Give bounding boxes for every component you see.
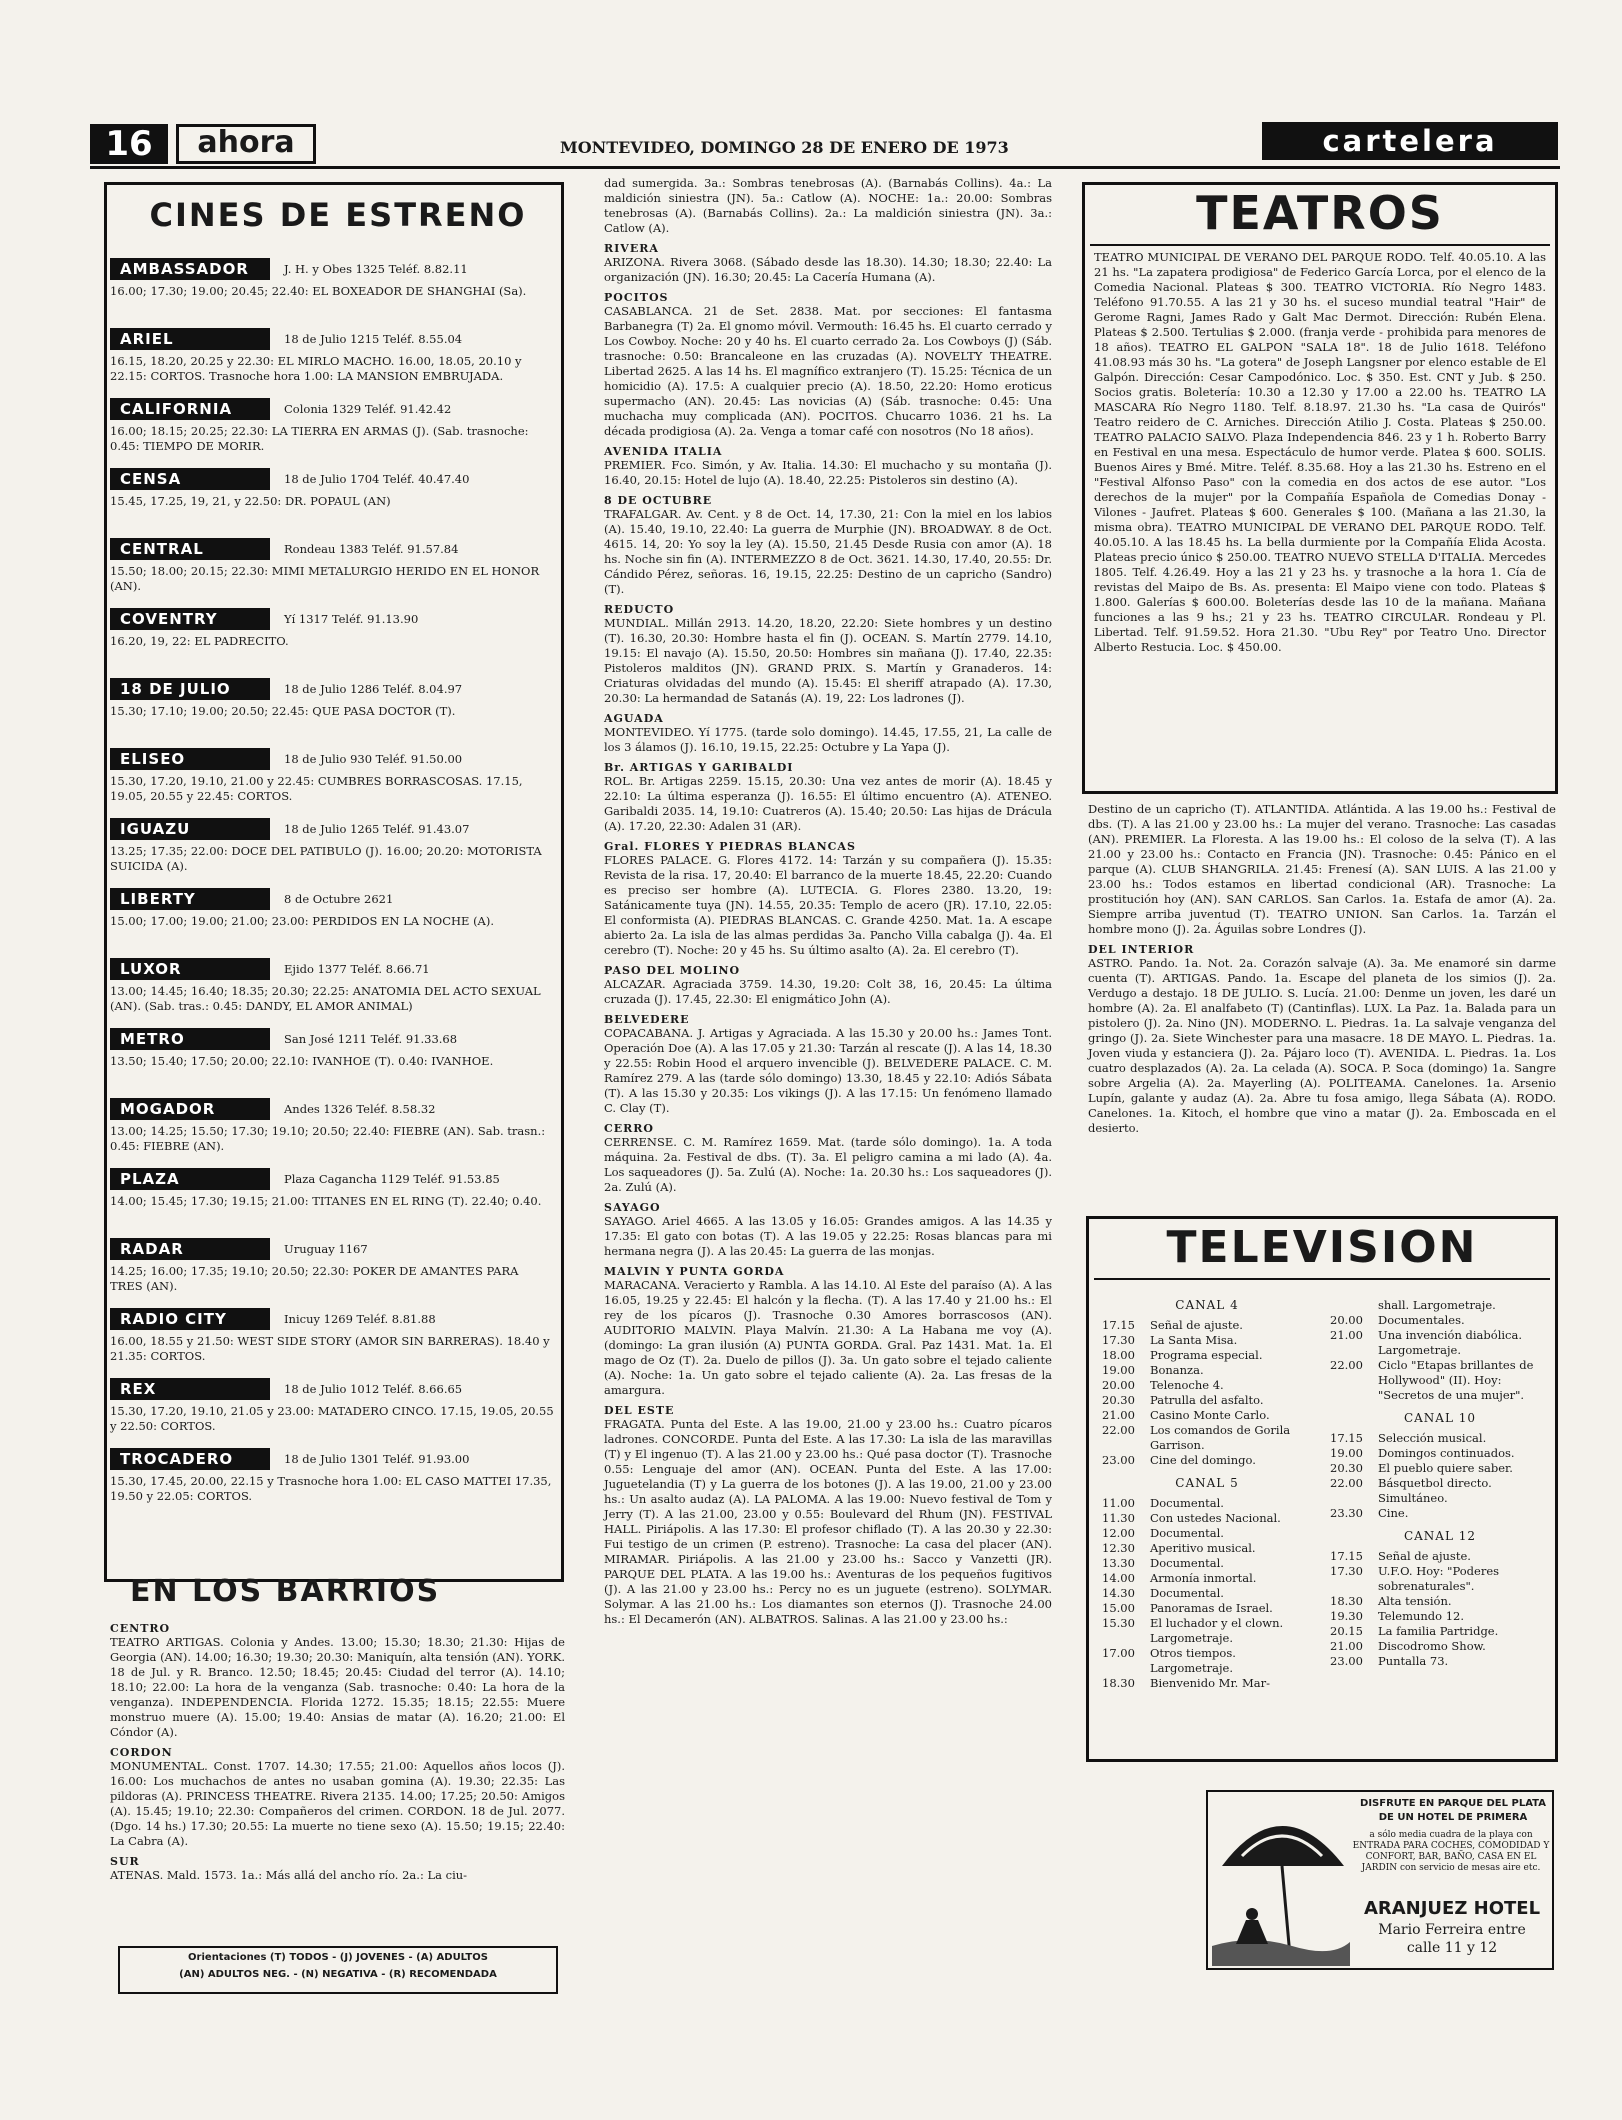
tv-time: 17.30 xyxy=(1330,1564,1363,1578)
tv-program: Telemundo 12. xyxy=(1378,1609,1465,1623)
tv-program-row xyxy=(1102,1646,1312,1676)
tv-time: 12.30 xyxy=(1102,1541,1135,1555)
cine-address: J. H. y Obes 1325 Teléf. 8.82.11 xyxy=(284,262,468,276)
tv-time: 15.00 xyxy=(1102,1601,1135,1615)
tv-program: Básquetbol directo. Simultáneo. xyxy=(1378,1476,1492,1505)
tv-program-row xyxy=(1102,1496,1312,1511)
tv-program-row xyxy=(1102,1318,1312,1333)
tv-time: 22.00 xyxy=(1102,1423,1135,1437)
cine-name: REX xyxy=(110,1378,270,1400)
section-banner: cartelera xyxy=(1262,122,1558,160)
tv-time: 17.15 xyxy=(1330,1431,1363,1445)
tv-time: 21.00 xyxy=(1330,1639,1363,1653)
cine-showtimes: 13.50; 15.40; 17.50; 20.00; 22.10: IVANHOE (T). 0.40: IVANHOE. xyxy=(110,1054,494,1068)
tv-program-row xyxy=(1330,1564,1550,1594)
cine-showtimes: 15.45, 17.25, 19, 21, y 22.50: DR. POPAUL (AN) xyxy=(110,494,391,508)
tv-time: 20.30 xyxy=(1330,1461,1363,1475)
cine-listing xyxy=(110,468,558,509)
cine-listing xyxy=(110,678,558,719)
tv-program-row xyxy=(1102,1616,1312,1646)
cine-name: LIBERTY xyxy=(110,888,270,910)
ad-headline-2: DE UN HOTEL DE PRIMERA xyxy=(1378,1812,1528,1823)
cine-name: ARIEL xyxy=(110,328,270,350)
cine-name: RADAR xyxy=(110,1238,270,1260)
tv-channel-name: CANAL 5 xyxy=(1175,1476,1239,1490)
barrio-section-text: CERRENSE. C. M. Ramírez 1659. Mat. (tarde sólo domingo). 1a. A toda máquina. 2a. Festival de dbs. (T). 3a. El peligro camina a mi lado (A). 4a. Los saqueadores (J). 5a. Zulú (A). Noche: 1a. 20.30 hs.: Los saqueadores (J). 2a. Zulú (A). xyxy=(604,1135,1052,1194)
cine-header xyxy=(110,398,558,420)
barrio-section-text: CASABLANCA. 21 de Set. 2838. Mat. por secciones: El fantasma Barbanegra (T) 2a. El gnomo móvil. Vermouth: 16.45 hs. El cuarto cerrado y Los Cowboy. Noche: 20 y 40 hs. El cuarto cerrado 2a. Los Cowboys (J) (Sáb. trasnoche: 0.50: Brancaleone en las cruzadas (A). NOVELTY THEATRE. Libertad 2625. A las 14 hs. El magnífico extranjero (T). 15.25: Técnica de un homicidio (A). 17.5: A cualquier precio (A). 18.50, 22.20: Homo eroticus supermacho (AN). 20.45: Las novicias (A) (Sáb. trasnoche: 0.45: Una muchacha muy complicada (AN). POCITOS. Chucarro 1036. 21 hs. La década prodigiosa (A). 2a. Venga a tomar café con nosotros (No 18 años). xyxy=(604,304,1052,438)
tv-program: Discodromo Show. xyxy=(1378,1639,1486,1653)
masthead-logo: ahora xyxy=(176,124,316,164)
tv-program-row xyxy=(1330,1594,1550,1609)
cine-showtimes: 15.30, 17.45, 20.00, 22.15 y Trasnoche hora 1.00: EL CASO MATTEI 17.35, 19.50 y 22.05: CORTOS. xyxy=(110,1474,552,1503)
tv-program: Cine. xyxy=(1378,1506,1409,1520)
barrio-section-text: ARIZONA. Rivera 3068. (Sábado desde las 18.30). 14.30; 18.30; 22.40: La organización (JN). 16.30; 20.45: La Cacería Humana (A). xyxy=(604,255,1052,284)
legend-line-2: (AN) ADULTOS NEG. - (N) NEGATIVA - (R) RECOMENDADA xyxy=(179,1969,497,1980)
cine-showtimes: 15.00; 17.00; 19.00; 21.00; 23.00: PERDIDOS EN LA NOCHE (A). xyxy=(110,914,495,928)
cine-showtimes: 15.30; 17.10; 19.00; 20.50; 22.45: QUE PASA DOCTOR (T). xyxy=(110,704,456,718)
cine-listing xyxy=(110,1168,558,1209)
barrio-section-text: ROL. Br. Artigas 2259. 15.15, 20.30: Una vez antes de morir (A). 18.45 y 22.10: La última esperanza (J). 16.55: El último encuentro (A). ATENEO. Garibaldi 2035. 14, 19.10: Cuatreros (A). 15.40; 20.50: Las hijas de Drácula (A). 17.20, 22.30: Adalen 31 (AR). xyxy=(604,774,1052,833)
cine-address: Ejido 1377 Teléf. 8.66.71 xyxy=(284,962,430,976)
tv-program: Documental. xyxy=(1150,1556,1224,1570)
cine-listing xyxy=(110,1378,558,1434)
tv-program: Alta tensión. xyxy=(1378,1594,1452,1608)
tv-program-row xyxy=(1102,1556,1312,1571)
tv-program-row xyxy=(1330,1431,1550,1446)
teatros-rule xyxy=(1090,244,1550,246)
barrio-section-head: Br. ARTIGAS Y GARIBALDI xyxy=(604,761,794,774)
cine-listing xyxy=(110,1308,558,1364)
tv-program-row xyxy=(1330,1549,1550,1564)
tv-program-row xyxy=(1102,1408,1312,1423)
cine-header xyxy=(110,258,558,280)
barrio-section-text: MONTEVIDEO. Yí 1775. (tarde solo domingo). 14.45, 17.55, 21, La calle de los 3 álamos (J). 16.10, 19.15, 22.25: Octubre y La Yapa (J). xyxy=(604,725,1052,754)
tv-channel-name: CANAL 4 xyxy=(1175,1298,1239,1312)
cine-name: RADIO CITY xyxy=(110,1308,270,1330)
tv-time: 18.00 xyxy=(1102,1348,1135,1362)
tv-time: 20.15 xyxy=(1330,1624,1363,1638)
cine-listing xyxy=(110,538,558,594)
tv-program: Programa especial. xyxy=(1150,1348,1263,1362)
barrio-section-text: MARACANA. Veracierto y Rambla. A las 14.10. Al Este del paraíso (A). A las 16.05, 19.25 y 22.45: El halcón y la flecha. (T). A las 17.40 y 21.00 hs.: El rey de los pícaros (J). Trasnoche 0.30 Amores borrascosos (AN). AUDITORIO MALVIN. Playa Malvín. 21.30: A La Habana me voy (A). (domingo: La gran ilusión (A) PUNTA GORDA. Gral. Paz 1431. Mat. 1a. El mago de Oz (T). 2a. Duelo de pillos (J). 3a. Un gato sobre el tejado caliente (A). Noche: 1a. Un gato sobre el tejado caliente (A). 2a. Las fresas de la amargura. xyxy=(604,1278,1052,1397)
barrios-cordon-head: CORDON xyxy=(110,1746,173,1759)
tv-program: Armonía inmortal. xyxy=(1150,1571,1257,1585)
tv-time: 17.00 xyxy=(1102,1646,1135,1660)
cine-header xyxy=(110,538,558,560)
cines-title: CINES DE ESTRENO xyxy=(149,196,527,234)
tv-channel-name: CANAL 12 xyxy=(1403,1529,1477,1543)
tv-rule xyxy=(1094,1278,1550,1280)
tv-time: 21.00 xyxy=(1330,1328,1363,1342)
tv-title: TELEVISION xyxy=(1166,1222,1478,1273)
tv-program-row xyxy=(1330,1328,1550,1358)
cine-header xyxy=(110,888,558,910)
ad-address-2: calle 11 y 12 xyxy=(1406,1940,1498,1956)
tv-program-row xyxy=(1102,1363,1312,1378)
tv-time: 11.30 xyxy=(1102,1511,1135,1525)
cine-name: IGUAZU xyxy=(110,818,270,840)
cine-listing xyxy=(110,958,558,1014)
tv-program-row xyxy=(1330,1313,1550,1328)
cine-showtimes: 14.00; 15.45; 17.30; 19.15; 21.00: TITANES EN EL RING (T). 22.40; 0.40. xyxy=(110,1194,542,1208)
right-continued-text: Destino de un capricho (T). ATLANTIDA. Atlántida. A las 19.00 hs.: Festival de dbs. (T). A las 21.00 y 23.00 hs.: La mujer del verano. Trasnoche: Las casadas (AN). PREMIER. La Floresta. A las 19.00 hs.: El coloso de la selva (T). A las 21.00 y 23.00 hs.: Contacto en Francia (JN). Trasnoche: 0.45: Pánico en el parque (A). CLUB SHANGRILA. 21.45: Frenesí (A). SAN LUIS. A las 21.00 y 23.00 hs.: Todos estamos en libertad condicional (AR). Trasnoche: La prostitución hoy (AN). SAN CARLOS. San Carlos. 1a. Estafa de amor (A). 2a. Siempre arriba juventud (T). TEATRO UNION. San Carlos. 1a. Tarzán el hombre mono (J). 2a. Águilas sobre Londres (J). xyxy=(1088,802,1556,936)
barrios-centro-head: CENTRO xyxy=(110,1622,171,1635)
tv-time: 14.00 xyxy=(1102,1571,1135,1585)
cine-header xyxy=(110,1238,558,1260)
ad-headline-1: DISFRUTE EN PARQUE DEL PLATA xyxy=(1360,1798,1546,1809)
interior-head: DEL INTERIOR xyxy=(1088,943,1195,956)
tv-time: 23.00 xyxy=(1102,1453,1135,1467)
tv-program: U.F.O. Hoy: "Poderes sobrenaturales". xyxy=(1378,1564,1500,1593)
cine-address: 18 de Julio 1012 Teléf. 8.66.65 xyxy=(284,1382,463,1396)
tv-time: 13.30 xyxy=(1102,1556,1135,1570)
tv-program: Documentales. xyxy=(1378,1313,1465,1327)
tv-program-row xyxy=(1102,1676,1312,1691)
tv-time: 17.15 xyxy=(1102,1318,1135,1332)
barrios-centro-text: TEATRO ARTIGAS. Colonia y Andes. 13.00; 15.30; 18.30; 21.30: Hijas de Georgia (AN). 14.00; 16.30; 19.30; 20.30: Maniquín, alta tensión (AN). YORK. 18 de Jul. y R. Branco. 12.50; 18.45; 20.45: Ciudad del terror (A). 14.10; 18.10; 22.00: La hora de la venganza (Sab. trasnoche: 0.40: La hora de la venganza). INDEPENDENCIA. Florida 1272. 15.35; 18.15; 22.55: Muere monstruo muere (A). 15.00; 19.40: Ansias de matar (A). 16.20; 21.00: El Cóndor (A). xyxy=(110,1635,565,1739)
cine-header xyxy=(110,818,558,840)
cine-name: PLAZA xyxy=(110,1168,270,1190)
teatros-title: TEATROS xyxy=(1196,186,1444,240)
barrio-section-text: COPACABANA. J. Artigas y Agraciada. A las 15.30 y 20.00 hs.: James Tont. Operación Doe (A). A las 17.05 y 21.30: Tarzán al rescate (J). A las 14, 18.30 y 22.55: Robin Hood el arquero invencible (J). BELVEDERE PALACE. C. M. Ramírez 279. A las (tarde sólo domingo) 13.30, 18.45 y 22.10: Adiós Sábata (T). A las 15.30 y 20.35: Los vikings (J). A las 17.15: Un fenómeno llamado C. Clay (T). xyxy=(604,1026,1052,1115)
tv-program: Domingos continuados. xyxy=(1378,1446,1515,1460)
cine-header xyxy=(110,1308,558,1330)
cine-address: Uruguay 1167 xyxy=(284,1242,368,1256)
cine-address: San José 1211 Teléf. 91.33.68 xyxy=(284,1032,458,1046)
tv-time: 18.30 xyxy=(1102,1676,1135,1690)
barrio-section-text: PREMIER. Fco. Simón, y Av. Italia. 14.30: El muchacho y su montaña (J). 16.40, 20.15: Hotel de lujo (A). 18.40, 22.25: Pistoleros sin destino (A). xyxy=(604,458,1052,487)
right-continued xyxy=(1088,802,1556,1136)
barrio-section-head: SAYAGO xyxy=(604,1201,661,1214)
tv-program: Puntalla 73. xyxy=(1378,1654,1449,1668)
cine-header xyxy=(110,1168,558,1190)
tv-program-row xyxy=(1330,1461,1550,1476)
tv-program: Documental. xyxy=(1150,1586,1224,1600)
cine-header xyxy=(110,1378,558,1400)
tv-program: El luchador y el clown. Largometraje. xyxy=(1150,1616,1284,1645)
tv-program: Señal de ajuste. xyxy=(1378,1549,1471,1563)
tv-program-row xyxy=(1330,1476,1550,1506)
cine-address: Rondeau 1383 Teléf. 91.57.84 xyxy=(284,542,459,556)
tv-program: Cine del domingo. xyxy=(1150,1453,1256,1467)
middle-column xyxy=(604,176,1052,1627)
cine-listing xyxy=(110,1448,558,1504)
tv-time: 19.30 xyxy=(1330,1609,1363,1623)
tv-program-row xyxy=(1102,1571,1312,1586)
cine-name: LUXOR xyxy=(110,958,270,980)
cine-header xyxy=(110,1448,558,1470)
tv-time: 22.00 xyxy=(1330,1476,1363,1490)
cine-listing xyxy=(110,398,558,454)
tv-program-row xyxy=(1102,1348,1312,1363)
barrio-section-head: PASO DEL MOLINO xyxy=(604,964,741,977)
cine-header xyxy=(110,1028,558,1050)
cine-name: CENTRAL xyxy=(110,538,270,560)
cine-header xyxy=(110,1098,558,1120)
cine-address: 18 de Julio 1301 Teléf. 91.93.00 xyxy=(284,1452,470,1466)
barrio-section-text: SAYAGO. Ariel 4665. A las 13.05 y 16.05: Grandes amigos. A las 14.35 y 17.35: El gato con botas (T). A las 19.05 y 22.25: Rosas blancas para mi hermana negra (J). A las 20.45: La guerra de las monjas. xyxy=(604,1214,1052,1258)
cine-listing xyxy=(110,1028,558,1069)
tv-time: 15.30 xyxy=(1102,1616,1135,1630)
cine-address: 18 de Julio 1286 Teléf. 8.04.97 xyxy=(284,682,463,696)
legend-line-1: Orientaciones (T) TODOS - (J) JOVENES - (A) ADULTOS xyxy=(188,1952,488,1963)
tv-time: 23.30 xyxy=(1330,1506,1363,1520)
cine-showtimes: 16.00; 18.15; 20.25; 22.30: LA TIERRA EN ARMAS (J). (Sab. trasnoche: 0.45: TIEMPO DE MORIR. xyxy=(110,424,529,453)
barrio-section-head: 8 DE OCTUBRE xyxy=(604,494,713,507)
barrio-section-text: TRAFALGAR. Av. Cent. y 8 de Oct. 14, 17.30, 21: Con la miel en los labios (A). 15.40, 19.10, 22.40: La guerra de Murphie (JN). BROADWAY. 8 de Oct. 4615. 14, 20: Yo soy la ley (A). 15.50, 21.45 Desde Rusia con amor (A). 18 hs. Noche sin fin (A). INTERMEZZO 8 de Oct. 3621. 14.30, 17.40, 20.55: Dr. Cándido Pérez, señoras. 16, 19.15, 22.25: Destino de un capricho (Sandro) (T). xyxy=(604,507,1052,596)
tv-program-row xyxy=(1102,1586,1312,1601)
tv-program: Documental. xyxy=(1150,1496,1224,1510)
dateline: MONTEVIDEO, DOMINGO 28 DE ENERO DE 1973 xyxy=(560,138,1009,157)
tv-program: Selección musical. xyxy=(1378,1431,1487,1445)
cine-header xyxy=(110,328,558,350)
cine-address: 18 de Julio 930 Teléf. 91.50.00 xyxy=(284,752,463,766)
tv-program-row xyxy=(1330,1506,1550,1521)
cine-listing xyxy=(110,608,558,649)
tv-time: 23.00 xyxy=(1330,1654,1363,1668)
tv-program-row xyxy=(1102,1541,1312,1556)
tv-time xyxy=(1330,1298,1378,1313)
tv-program-row xyxy=(1102,1526,1312,1541)
tv-program: Panoramas de Israel. xyxy=(1150,1601,1273,1615)
tv-program: Una invención diabólica. Largometraje. xyxy=(1378,1328,1522,1357)
teatros-text: TEATRO MUNICIPAL DE VERANO DEL PARQUE RODO. Telf. 40.05.10. A las 21 hs. "La zapatera prodigiosa" de Federico García Lorca, por el elenco de la Comedia Nacional. Plateas $ 300. TEATRO VICTORIA. Río Negro 1483. Teléfono 91.70.55. A las 21 y 30 hs. el suceso mundial teatral "Hair" de Gerome Ragni, James Rado y Galt Mac Dermot. Dirección: Rubén Elena. Plateas $ 2.500. Tertulias $ 2.000. (franja verde - prohibida para menores de 18 años). TEATRO EL GALPON "SALA 18". 18 de Julio 1618. Teléfono 41.08.93 más 30 hs. "La gotera" de Joseph Langsner por elenco estable de El Galpón. Dirección: Cesar Campodónico. Loc. $ 350. Est. CNT y Jub. $ 250. Socios gratis. Boletería: 10.30 a 12.30 y 17.00 a 22.00 hs. TEATRO LA MASCARA Río Negro 1180. Telf. 8.18.97. 21.30 hs. "La casa de Quirós" Teatro reidero de C. Arniches. Dirección Atilio J. Costa. Plateas $ 250.00. TEATRO PALACIO SALVO. Plaza Independencia 846. 23 y 1 h. Roberto Barry en Festival en una mesa. Espectáculo de humor verde. Platea $ 600. SOLIS. Buenos Aires y Bmé. Mitre. Teléf. 8.35.68. Hoy a las 21.30 hs. Estreno en el "Festival Alfonso Paso" con la comedia en dos actos de ese autor. "Los derechos de la mujer" por la Compañía Española de Comedias Donay - Vilones - Jaufret. Plateas $ 600. Generales $ 100. (Mañana a las 21.30, la misma obra). TEATRO MUNICIPAL DE VERANO DEL PARQUE RODO. Telf. 40.05.10. A las 18.45 hs. La bella durmiente por la Compañía Elida Acosta. Plateas precio único $ 250.00. TEATRO NUEVO STELLA D'ITALIA. Mercedes 1805. Telf. 4.26.49. Hoy a las 21 y 23 hs. y trasnoche a la hora 1. Cía de revistas del Maipo de Bs. As. presenta: El Maipo viene con todo. Plateas $ 1.800. Galerías $ 600.00. Boleterías desde las 10 de la mañana. Mañana funciones a las 9 hs.; 21 y 23 hs. TEATRO CIRCULAR. Rondeau y Pl. Libertad. Telf. 91.59.52. Hora 21.30. "Ubu Rey" por Teatro Uno. Director Alberto Restucia. Loc. $ 450.00. xyxy=(1094,250,1546,654)
barrio-section-text: FRAGATA. Punta del Este. A las 19.00, 21.00 y 23.00 hs.: Cuatro pícaros ladrones. CONCORDE. Punta del Este. A las 17.30: La isla de las maravillas (T) y El ingenuo (T). A las 21.00 y 23.00 hs.: Qué pasa doctor (T). Trasnoche 0.55: Lenguaje del amor (AN). OCEAN. Punta del Este. A las 17.00: Juguetelandia (T) y La guerra de los botones (J). A las 19.00, 21.00 y 23.00 hs.: Un asalto audaz (A). LA PALOMA. A las 19.00: Nuevo festival de Tom y Jerry (T). A las 21.00, 23.00 y 0.55: Boulevard del Rhum (JN). FESTIVAL HALL. Piriápolis. A las 17.30: El profesor chiflado (T). A las 20.30 y 22.30: Fui testigo de un crimen (P. estreno). Trasnoche: La casa del placer (AN). MIRAMAR. Piriápolis. A las 21.00 y 23.00 hs.: Sacco y Vanzetti (JR). PARQUE DEL PLATA. A las 19.00 hs.: Aventuras de los pequeños fugitivos (J). A las 21.00 y 23.00 hs.: Percy no es un juguete (estreno). SOLYMAR. Solymar. A las 21.00 hs.: Los diamantes son eternos (J). Trasnoche 24.00 hs.: El Decamerón (AN). ALBATROS. Salinas. A las 21.00 y 23.00 hs.: xyxy=(604,1417,1052,1626)
barrio-section-text: FLORES PALACE. G. Flores 4172. 14: Tarzán y su compañera (J). 15.35: Revista de la risa. 17, 20.40: El barranco de la muerte 18.45, 22.20: Cuando es preciso ser hombre (A). LUTECIA. G. Flores 2380. 13.20, 19: Satánicamente tuya (JN). 14.55, 20.35: Templo de acero (JR). 17.10, 22.05: El conformista (A). PIEDRAS BLANCAS. C. Grande 4250. Mat. 1a. A escape abierto 2a. La isla de las almas perdidas 3a. Pancho Villa cabalga (J). 4a. El cerebro (T). Noche: 20 y 45 hs. Su último asalto (A). 2a. El cerebro (T). xyxy=(604,853,1052,957)
cine-address: 18 de Julio 1265 Teléf. 91.43.07 xyxy=(284,822,470,836)
cine-name: CALIFORNIA xyxy=(110,398,270,420)
tv-program-row xyxy=(1102,1601,1312,1616)
tv-program-row xyxy=(1102,1453,1312,1468)
tv-program: Patrulla del asfalto. xyxy=(1150,1393,1264,1407)
tv-time: 17.30 xyxy=(1102,1333,1135,1347)
tv-column-2 xyxy=(1330,1298,1550,1669)
tv-time: 17.15 xyxy=(1330,1549,1363,1563)
cine-address: Colonia 1329 Teléf. 91.42.42 xyxy=(284,402,452,416)
cine-address: 18 de Julio 1704 Teléf. 40.47.40 xyxy=(284,472,470,486)
tv-time: 19.00 xyxy=(1102,1363,1135,1377)
tv-program-row xyxy=(1102,1423,1312,1453)
tv-program-row xyxy=(1330,1609,1550,1624)
tv-program-row xyxy=(1330,1624,1550,1639)
cine-name: CENSA xyxy=(110,468,270,490)
cine-showtimes: 16.00; 17.30; 19.00; 20.45; 22.40: EL BOXEADOR DE SHANGHAI (Sa). xyxy=(110,284,527,298)
cine-showtimes: 16.00, 18.55 y 21.50: WEST SIDE STORY (AMOR SIN BARRERAS). 18.40 y 21.35: CORTOS. xyxy=(110,1334,550,1363)
cine-name: AMBASSADOR xyxy=(110,258,270,280)
tv-program: Telenoche 4. xyxy=(1150,1378,1224,1392)
ad-body: a sólo media cuadra de la playa con ENTRADA PARA COCHES, COMODIDAD Y CONFORT, BAR, BAÑO, CASA EN EL JARDIN con servicio de mesas aire etc. xyxy=(1352,1830,1550,1873)
tv-time: 18.30 xyxy=(1330,1594,1363,1608)
tv-program: Documental. xyxy=(1150,1526,1224,1540)
tv-program: Bonanza. xyxy=(1150,1363,1204,1377)
tv-program-row xyxy=(1330,1298,1550,1313)
tv-channel-name: CANAL 10 xyxy=(1403,1411,1477,1425)
tv-time: 20.00 xyxy=(1102,1378,1135,1392)
cine-showtimes: 16.15, 18.20, 20.25 y 22.30: EL MIRLO MACHO. 16.00, 18.05, 20.10 y 22.15: CORTOS. Trasnoche hora 1.00: LA MANSION EMBRUJADA. xyxy=(110,354,522,383)
tv-time: 21.00 xyxy=(1102,1408,1135,1422)
cine-address: Inicuy 1269 Teléf. 8.81.88 xyxy=(284,1312,436,1326)
cine-showtimes: 13.25; 17.35; 22.00: DOCE DEL PATIBULO (J). 16.00; 20.20: MOTORISTA SUICIDA (A). xyxy=(110,844,542,873)
barrio-section-head: Gral. FLORES Y PIEDRAS BLANCAS xyxy=(604,840,856,853)
barrio-section-head: BELVEDERE xyxy=(604,1013,690,1026)
cine-name: 18 DE JULIO xyxy=(110,678,270,700)
cine-listing xyxy=(110,328,558,384)
cine-showtimes: 14.25; 16.00; 17.35; 19.10; 20.50; 22.30: POKER DE AMANTES PARA TRES (AN). xyxy=(110,1264,519,1293)
cine-listing xyxy=(110,258,558,299)
cine-header xyxy=(110,678,558,700)
tv-program: Aperitivo musical. xyxy=(1150,1541,1256,1555)
cine-header xyxy=(110,748,558,770)
cine-address: Plaza Cagancha 1129 Teléf. 91.53.85 xyxy=(284,1172,500,1186)
cine-header xyxy=(110,958,558,980)
tv-program: Otros tiempos. Largometraje. xyxy=(1150,1646,1236,1675)
barrio-section-head: CERRO xyxy=(604,1122,655,1135)
page-number: 16 xyxy=(90,124,168,164)
cine-address: 8 de Octubre 2621 xyxy=(284,892,394,906)
barrio-section-text: MUNDIAL. Millán 2913. 14.20, 18.20, 22.20: Siete hombres y un destino (T). 16.30, 20.30: Hombre hasta el fin (J). OCEAN. S. Martín 2779. 14.10, 19.15: El navajo (A). 15.50, 20.50: Hombres sin mañana (J). 17.40, 22.35: Pistoleros malditos (JN). GRAND PRIX. S. Martín y Granaderos. 14: Criaturas olvidadas del mundo (A). 15.45: El sheriff atrapado (A). 17.30, 20.30: La hermandad de Satanás (A). 19, 22: Los ladrones (J). xyxy=(604,616,1052,705)
tv-program-row xyxy=(1330,1639,1550,1654)
cine-address: Yí 1317 Teléf. 91.13.90 xyxy=(284,612,419,626)
barrios-cordon-text: MONUMENTAL. Const. 1707. 14.30; 17.55; 21.00: Aquellos años locos (J). 16.00: Los muchachos de antes no usaban gomina (A). 19.30; 22.35: Las pildoras (A). PRINCESS THEATRE. Rivera 2135. 14.00; 17.25; 20.50: Amigos (A). 15.45; 19.10; 22.30: Compañeros del crimen. CORDON. 18 de Jul. 2077. (Dgo. 14 hs.) 17.30; 20.55: La muerte no tiene sexo (A). 15.50; 19.15; 22.40: La Cabra (A). xyxy=(110,1759,565,1848)
tv-program: La Santa Misa. xyxy=(1150,1333,1238,1347)
cine-name: COVENTRY xyxy=(110,608,270,630)
tv-program-row xyxy=(1102,1393,1312,1408)
tv-program-row xyxy=(1102,1378,1312,1393)
cine-name: METRO xyxy=(110,1028,270,1050)
tv-program: shall. Largometraje. xyxy=(1378,1298,1496,1312)
barrio-section-head: REDUCTO xyxy=(604,603,675,616)
cine-listing xyxy=(110,1098,558,1154)
barrio-section-head: RIVERA xyxy=(604,242,659,255)
barrios-title: EN LOS BARRIOS xyxy=(130,1574,441,1609)
beach-umbrella-illustration xyxy=(1212,1796,1350,1966)
barrio-section-head: POCITOS xyxy=(604,291,669,304)
middle-sections xyxy=(604,242,1052,1627)
barrio-section-head: MALVIN Y PUNTA GORDA xyxy=(604,1265,785,1278)
barrio-section-head: AGUADA xyxy=(604,712,664,725)
cine-name: MOGADOR xyxy=(110,1098,270,1120)
cine-showtimes: 15.30, 17.20, 19.10, 21.00 y 22.45: CUMBRES BORRASCOSAS. 17.15, 19.05, 20.55 y 22.45: CORTOS. xyxy=(110,774,523,803)
cine-showtimes: 13.00; 14.25; 15.50; 17.30; 19.10; 20.50; 22.40: FIEBRE (AN). Sab. trasn.: 0.45: FIEBRE (AN). xyxy=(110,1124,546,1153)
tv-program: Los comandos de Gorila Garrison. xyxy=(1150,1423,1291,1452)
cine-showtimes: 15.50; 18.00; 20.15; 22.30: MIMI METALURGIO HERIDO EN EL HONOR (AN). xyxy=(110,564,540,593)
cine-listing xyxy=(110,748,558,804)
tv-program: Con ustedes Nacional. xyxy=(1150,1511,1281,1525)
tv-time: 12.00 xyxy=(1102,1526,1135,1540)
tv-program: La familia Partridge. xyxy=(1378,1624,1499,1638)
cines-box xyxy=(104,182,564,1582)
tv-time: 20.00 xyxy=(1330,1313,1363,1327)
cine-showtimes: 13.00; 14.45; 16.40; 18.35; 20.30; 22.25: ANATOMIA DEL ACTO SEXUAL (AN). (Sab. tras.: 0.45: DANDY, EL AMOR ANIMAL) xyxy=(110,984,541,1013)
barrios-sur-head: SUR xyxy=(110,1855,140,1868)
interior-text: ASTRO. Pando. 1a. Not. 2a. Corazón salvaje (A). 3a. Me enamoré sin darme cuenta (T). ARTIGAS. Pando. 1a. Escape del planeta de los simios (J). 2a. Verdugo a destajo. 18 DE JULIO. S. Lucía. 21.00: Denme un joven, les daré un hombre (A). 2a. El analfabeto (T) (Cantinflas). LUX. La Paz. 1a. Balada para un pistolero (J). 2a. Nino (JN). MODERNO. L. Piedras. 1a. La salvaje venganza del gringo (J). 2a. Siete Winchester para una masacre. 18 DE MAYO. L. Piedras. 1a. Joven viuda y estanciera (J). 2a. Pájaro loco (T). AVENIDA. L. Piedras. 1a. Los cuatro desplazados (A). 2a. La celada (A). SOCA. P. Soca (domingo) 1a. Sangre sobre Argelia (A). 2a. Mayerling (A). POLITEAMA. Canelones. 1a. Arsenio Lupín, galante y audaz (A). 2a. Abre tu fosa amigo, llega Sábata (A). RODO. Canelones. 1a. Kitoch, el hombre que vino a matar (J). 2a. Emboscada en el desierto. xyxy=(1088,956,1556,1135)
tv-program: El pueblo quiere saber. xyxy=(1378,1461,1513,1475)
header-rule xyxy=(90,166,1560,169)
tv-time: 14.30 xyxy=(1102,1586,1135,1600)
cine-listing xyxy=(110,888,558,929)
cine-listing xyxy=(110,818,558,874)
ad-hotel-name: ARANJUEZ HOTEL xyxy=(1363,1898,1541,1919)
tv-time: 20.30 xyxy=(1102,1393,1135,1407)
tv-program-row xyxy=(1330,1654,1550,1669)
barrio-section-text: ALCAZAR. Agraciada 3759. 14.30, 19.20: Colt 38, 16, 20.45: La última cruzada (J). 17.45, 22.30: El enigmático John (A). xyxy=(604,977,1052,1006)
tv-program: Señal de ajuste. xyxy=(1150,1318,1243,1332)
cine-address: Andes 1326 Teléf. 8.58.32 xyxy=(284,1102,436,1116)
barrios-sur-text: ATENAS. Mald. 1573. 1a.: Más allá del ancho río. 2a.: La ciu- xyxy=(110,1868,468,1882)
tv-time: 22.00 xyxy=(1330,1358,1363,1372)
cine-listing xyxy=(110,1238,558,1294)
cine-header xyxy=(110,608,558,630)
tv-time: 19.00 xyxy=(1330,1446,1363,1460)
tv-program: Ciclo "Etapas brillantes de Hollywood" (II). Hoy: "Secretos de una mujer". xyxy=(1378,1358,1534,1402)
cine-address: 18 de Julio 1215 Teléf. 8.55.04 xyxy=(284,332,463,346)
cine-showtimes: 16.20, 19, 22: EL PADRECITO. xyxy=(110,634,289,648)
tv-time: 11.00 xyxy=(1102,1496,1135,1510)
tv-program: Casino Monte Carlo. xyxy=(1150,1408,1270,1422)
barrios-text xyxy=(110,1616,565,1883)
middle-intro: dad sumergida. 3a.: Sombras tenebrosas (A). (Barnabás Collins). 4a.: La maldición siniestra (JN). 5a.: Catlow (A). NOCHE: 1a.: 20.00: Sombras tenebrosas (A). (Barnabás Collins). 2a.: La maldición siniestra (JN). 3a.: Catlow (A). xyxy=(604,176,1052,235)
tv-program: Bienvenido Mr. Mar- xyxy=(1150,1676,1271,1690)
ad-address-1: Mario Ferreira entre xyxy=(1378,1922,1526,1938)
barrio-section-head: DEL ESTE xyxy=(604,1404,675,1417)
cine-header xyxy=(110,468,558,490)
tv-program-row xyxy=(1102,1511,1312,1526)
cine-name: ELISEO xyxy=(110,748,270,770)
cine-name: TROCADERO xyxy=(110,1448,270,1470)
cine-showtimes: 15.30, 17.20, 19.10, 21.05 y 23.00: MATADERO CINCO. 17.15, 19.05, 20.55 y 22.50: CORTOS. xyxy=(110,1404,554,1433)
tv-program-row xyxy=(1102,1333,1312,1348)
legend-box xyxy=(118,1946,558,1994)
tv-program-row xyxy=(1330,1358,1550,1403)
tv-column-1 xyxy=(1102,1290,1312,1691)
tv-program-row xyxy=(1330,1446,1550,1461)
barrio-section-head: AVENIDA ITALIA xyxy=(604,445,723,458)
